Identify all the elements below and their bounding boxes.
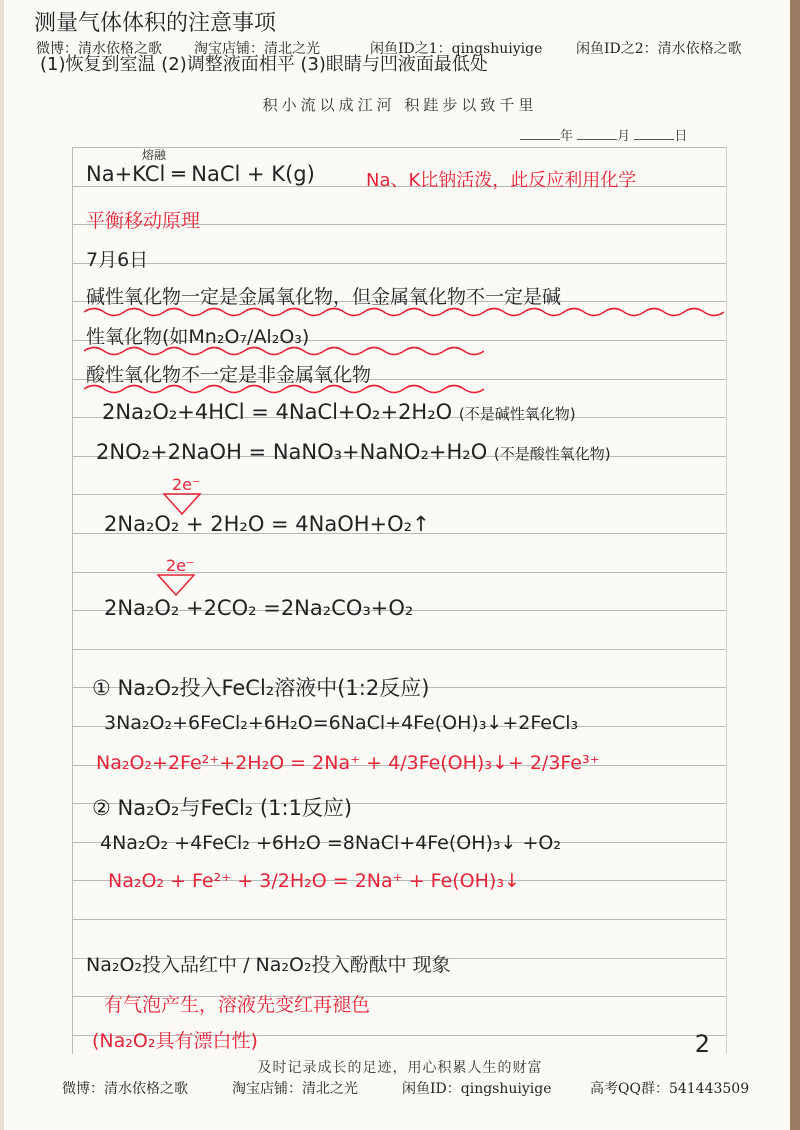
equation-no2-naoh-note: (不是酸性氧化物) <box>493 445 611 463</box>
note-line-17: Na₂O₂投入品红中 / Na₂O₂投入酚酞中 现象 <box>86 954 451 976</box>
note-line-5: 性氧化物(如Mn₂O₇/Al₂O₃) <box>86 326 310 348</box>
right-margin-rule <box>726 147 727 1054</box>
watermark-taobao-top: 淘宝店铺：清北之光 <box>194 41 320 57</box>
watermark-taobao-bottom: 淘宝店铺：清北之光 <box>232 1081 358 1097</box>
handwritten-title: 测量气体体积的注意事项 <box>34 11 277 36</box>
red-wavy-underline-2 <box>84 344 484 358</box>
ruled-line <box>72 649 726 650</box>
equation-na2o2-hcl-note: (不是碱性氧化物) <box>458 405 576 423</box>
note-line-18: 有气泡产生，溶液先变红再褪色 <box>104 994 371 1016</box>
note-line-16: Na₂O₂ + Fe²⁺ + 3/2H₂O = 2Na⁺ + Fe(OH)₃↓ <box>108 870 520 892</box>
red-wavy-underline-1 <box>84 305 724 319</box>
handwritten-subtitle: (1)恢复到室温 (2)调整液面相平 (3)眼睛与凹液面最低处 <box>40 54 488 75</box>
note-line-4: 碱性氧化物一定是金属氧化物，但金属氧化物不一定是碱 <box>86 286 562 308</box>
note-line-8 <box>96 440 611 464</box>
ruled-line <box>72 919 726 920</box>
note-line-1: Na+KCl ═ NaCl + K(g) <box>86 162 315 186</box>
page-number: 2 <box>694 1030 710 1058</box>
note-line-11: ① Na₂O₂投入FeCl₂溶液中(1:2反应) <box>92 676 430 700</box>
electron-transfer-label-2: 2e⁻ <box>166 556 195 575</box>
watermark-xianyu-bottom: 闲鱼ID：qingshuiyige <box>402 1081 552 1097</box>
note-line-2: 平衡移动原理 <box>86 210 201 232</box>
note-line-12: 3Na₂O₂+6FeCl₂+6H₂O=6NaCl+4Fe(OH)₃↓+2FeCl₃ <box>104 712 579 734</box>
equation-na2o2-hcl: 2Na₂O₂+4HCl = 4NaCl+O₂+2H₂O <box>102 400 453 424</box>
note-line-9: 2Na₂O₂ + 2H₂O = 4NaOH+O₂↑ <box>104 512 430 536</box>
watermark-weibo-bottom: 微博：清水依格之歌 <box>62 1081 188 1097</box>
equation-no2-naoh: 2NO₂+2NaOH = NaNO₃+NaNO₂+H₂O <box>96 440 488 464</box>
electron-transfer-label-1: 2e⁻ <box>172 475 201 494</box>
note-line-13: Na₂O₂+2Fe²⁺+2H₂O = 2Na⁺ + 4/3Fe(OH)₃↓+ 2/3Fe³⁺ <box>96 752 600 774</box>
note-line-14: ② Na₂O₂与FeCl₂ (1:1反应) <box>92 796 353 820</box>
watermark-qq-bottom: 高考QQ群：541443509 <box>590 1081 750 1097</box>
red-wavy-underline-3 <box>84 382 484 396</box>
footer-quote: 及时记录成长的足迹，用心积累人生的财富 <box>257 1060 543 1076</box>
left-margin-rule <box>72 147 73 1054</box>
date-year-label: 年 <box>560 129 574 144</box>
note-line-19: (Na₂O₂具有漂白性) <box>92 1030 258 1052</box>
page-motto: 积小流以成江河 积跬步以致千里 <box>262 96 538 114</box>
note-line-1-annotation: 熔融 <box>142 148 167 162</box>
date-day-label: 日 <box>674 129 688 144</box>
watermark-weibo-top: 微博：清水依格之歌 <box>36 41 162 57</box>
note-line-1-red: Na、K比钠活泼，此反应利用化学 <box>366 170 637 191</box>
note-line-6: 酸性氧化物不一定是非金属氧化物 <box>86 364 372 386</box>
date-month-label: 月 <box>617 129 631 144</box>
note-line-7 <box>102 400 576 424</box>
note-line-15: 4Na₂O₂ +4FeCl₂ +6H₂O =8NaCl+4Fe(OH)₃↓ +O₂ <box>100 832 562 854</box>
watermark-xianyu2-top: 闲鱼ID之2：清水依格之歌 <box>576 41 742 57</box>
page-left-shadow <box>0 0 4 1130</box>
watermark-xianyu1-top: 闲鱼ID之1：qingshuiyige <box>370 41 543 57</box>
page-right-edge <box>790 0 800 1130</box>
date-fields <box>520 125 687 144</box>
ruled-line <box>72 147 726 148</box>
ruled-line <box>72 263 726 264</box>
note-line-10: 2Na₂O₂ +2CO₂ =2Na₂CO₃+O₂ <box>104 596 414 620</box>
note-line-3: 7月6日 <box>86 249 149 271</box>
